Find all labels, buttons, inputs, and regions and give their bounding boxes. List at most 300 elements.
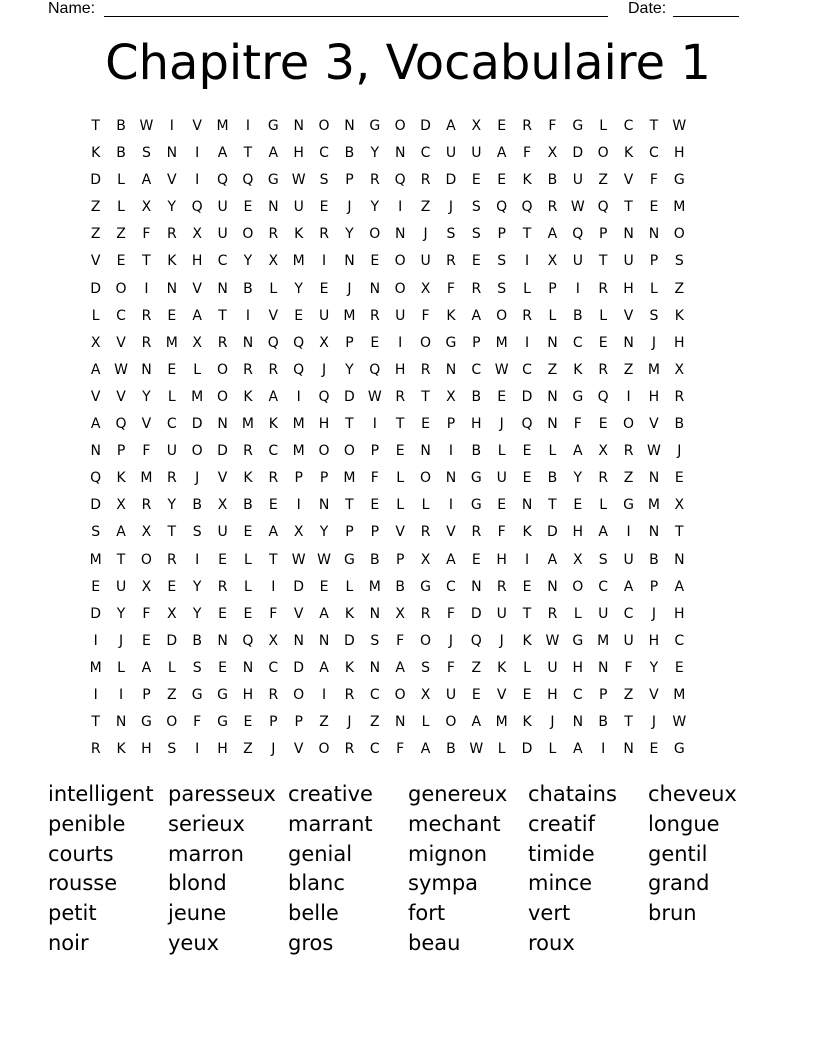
grid-letter[interactable]: K bbox=[623, 145, 634, 162]
grid-letter[interactable]: B bbox=[471, 388, 482, 405]
grid-letter[interactable]: N bbox=[90, 443, 101, 460]
grid-letter[interactable]: Q bbox=[115, 416, 127, 433]
grid-letter[interactable]: O bbox=[673, 226, 685, 243]
grid-letter[interactable]: E bbox=[573, 497, 583, 514]
grid-letter[interactable]: K bbox=[497, 659, 507, 676]
grid-letter[interactable]: K bbox=[522, 524, 532, 541]
grid-letter[interactable]: V bbox=[217, 470, 228, 487]
grid-letter[interactable]: T bbox=[624, 199, 633, 216]
grid-letter[interactable]: F bbox=[142, 605, 151, 622]
grid-letter[interactable]: T bbox=[218, 307, 227, 324]
grid-letter[interactable]: R bbox=[420, 172, 431, 189]
grid-letter[interactable]: F bbox=[269, 605, 278, 622]
grid-letter[interactable]: I bbox=[93, 632, 98, 649]
grid-letter[interactable]: P bbox=[370, 524, 380, 541]
grid-letter[interactable]: D bbox=[90, 280, 102, 297]
grid-letter[interactable]: C bbox=[166, 416, 177, 433]
grid-letter[interactable]: L bbox=[117, 199, 125, 216]
grid-letter[interactable]: J bbox=[195, 470, 200, 487]
grid-letter[interactable]: X bbox=[268, 253, 279, 270]
grid-letter[interactable]: E bbox=[421, 416, 430, 433]
grid-letter[interactable]: N bbox=[648, 524, 660, 541]
grid-letter[interactable]: N bbox=[521, 497, 533, 514]
grid-letter[interactable]: O bbox=[496, 307, 508, 324]
grid-letter[interactable]: Q bbox=[217, 172, 229, 189]
grid-letter[interactable]: N bbox=[547, 388, 558, 405]
grid-letter[interactable]: I bbox=[524, 551, 530, 568]
grid-letter[interactable]: Z bbox=[598, 172, 608, 189]
grid-letter[interactable]: B bbox=[116, 118, 126, 134]
grid-letter[interactable]: K bbox=[243, 388, 253, 405]
grid-letter[interactable]: V bbox=[649, 686, 659, 703]
grid-letter[interactable]: E bbox=[649, 741, 659, 758]
grid-letter[interactable]: G bbox=[217, 686, 228, 703]
grid-letter[interactable]: M bbox=[673, 686, 686, 703]
grid-letter[interactable]: A bbox=[547, 226, 558, 243]
grid-letter[interactable]: E bbox=[497, 172, 507, 189]
grid-letter[interactable]: R bbox=[268, 470, 279, 487]
grid-letter[interactable]: G bbox=[369, 118, 381, 134]
grid-letter[interactable]: T bbox=[243, 145, 253, 162]
grid-letter[interactable]: E bbox=[674, 659, 684, 676]
grid-letter[interactable]: O bbox=[420, 470, 432, 487]
grid-letter[interactable]: O bbox=[420, 334, 432, 351]
grid-letter[interactable]: A bbox=[598, 524, 608, 541]
grid-letter[interactable]: A bbox=[192, 307, 202, 324]
grid-letter[interactable]: K bbox=[522, 172, 532, 189]
grid-letter[interactable]: X bbox=[395, 605, 405, 622]
grid-letter[interactable]: N bbox=[293, 632, 304, 649]
grid-letter[interactable]: T bbox=[116, 551, 126, 568]
grid-letter[interactable]: C bbox=[420, 145, 431, 162]
grid-letter[interactable]: X bbox=[598, 443, 608, 460]
grid-letter[interactable]: H bbox=[496, 551, 507, 568]
grid-letter[interactable]: L bbox=[497, 741, 506, 758]
grid-letter[interactable]: R bbox=[268, 361, 279, 378]
grid-letter[interactable]: A bbox=[496, 145, 507, 162]
grid-letter[interactable]: R bbox=[268, 226, 279, 243]
grid-letter[interactable]: R bbox=[166, 470, 177, 487]
grid-letter[interactable]: L bbox=[117, 659, 125, 676]
grid-letter[interactable]: R bbox=[369, 172, 380, 189]
grid-letter[interactable]: T bbox=[345, 497, 354, 514]
grid-letter[interactable]: T bbox=[167, 524, 177, 541]
grid-letter[interactable]: L bbox=[117, 172, 125, 189]
grid-letter[interactable]: L bbox=[421, 714, 430, 731]
grid-letter[interactable]: U bbox=[217, 199, 228, 216]
grid-letter[interactable]: E bbox=[319, 578, 329, 595]
grid-letter[interactable]: H bbox=[471, 416, 482, 433]
grid-letter[interactable]: S bbox=[497, 253, 507, 270]
grid-letter[interactable]: C bbox=[623, 605, 634, 622]
grid-letter[interactable]: M bbox=[140, 470, 153, 487]
grid-letter[interactable]: L bbox=[573, 605, 582, 622]
grid-letter[interactable]: I bbox=[398, 199, 403, 216]
grid-letter[interactable]: B bbox=[243, 497, 253, 514]
grid-letter[interactable]: Q bbox=[496, 199, 508, 216]
grid-letter[interactable]: X bbox=[192, 334, 202, 351]
grid-letter[interactable]: X bbox=[573, 551, 583, 568]
grid-letter[interactable]: I bbox=[245, 307, 250, 324]
grid-letter[interactable]: Y bbox=[192, 578, 202, 595]
grid-letter[interactable]: I bbox=[524, 334, 530, 351]
grid-letter[interactable]: Q bbox=[369, 361, 381, 378]
grid-letter[interactable]: N bbox=[217, 632, 228, 649]
grid-letter[interactable]: X bbox=[547, 253, 558, 270]
grid-letter[interactable]: H bbox=[293, 145, 304, 162]
grid-letter[interactable]: B bbox=[243, 280, 253, 297]
grid-letter[interactable]: A bbox=[446, 118, 456, 134]
grid-letter[interactable]: L bbox=[523, 280, 531, 297]
grid-letter[interactable]: L bbox=[599, 307, 608, 324]
grid-letter[interactable]: L bbox=[244, 551, 252, 568]
grid-letter[interactable]: K bbox=[243, 470, 253, 487]
grid-letter[interactable]: T bbox=[91, 118, 100, 134]
grid-letter[interactable]: Y bbox=[649, 659, 659, 676]
grid-letter[interactable]: D bbox=[191, 416, 203, 433]
grid-letter[interactable]: N bbox=[369, 280, 381, 297]
grid-letter[interactable]: E bbox=[218, 605, 227, 622]
grid-letter[interactable]: V bbox=[446, 524, 456, 541]
grid-letter[interactable]: P bbox=[116, 443, 126, 460]
grid-letter[interactable]: G bbox=[344, 551, 355, 568]
grid-letter[interactable]: R bbox=[420, 605, 431, 622]
grid-letter[interactable]: K bbox=[116, 741, 126, 758]
grid-letter[interactable]: N bbox=[344, 118, 355, 134]
grid-letter[interactable]: Y bbox=[294, 280, 303, 297]
grid-letter[interactable]: U bbox=[445, 686, 457, 703]
grid-letter[interactable]: H bbox=[572, 659, 584, 676]
grid-letter[interactable]: I bbox=[626, 524, 631, 541]
grid-letter[interactable]: K bbox=[344, 605, 355, 622]
grid-letter[interactable]: A bbox=[623, 578, 634, 595]
grid-letter[interactable]: Y bbox=[345, 361, 354, 378]
grid-letter[interactable]: A bbox=[674, 578, 685, 595]
grid-letter[interactable]: E bbox=[243, 605, 253, 622]
grid-letter[interactable]: U bbox=[420, 253, 431, 270]
grid-letter[interactable]: R bbox=[496, 578, 507, 595]
grid-letter[interactable]: C bbox=[369, 741, 380, 758]
grid-letter[interactable]: L bbox=[650, 280, 658, 297]
grid-letter[interactable]: J bbox=[499, 632, 504, 649]
grid-letter[interactable]: T bbox=[522, 226, 532, 243]
grid-letter[interactable]: I bbox=[144, 280, 149, 297]
grid-letter[interactable]: T bbox=[522, 605, 532, 622]
grid-letter[interactable]: C bbox=[649, 145, 659, 162]
grid-letter[interactable]: P bbox=[345, 524, 354, 541]
grid-letter[interactable]: X bbox=[141, 199, 152, 216]
grid-letter[interactable]: X bbox=[141, 578, 152, 595]
grid-letter[interactable]: I bbox=[524, 253, 530, 270]
grid-letter[interactable]: V bbox=[167, 172, 177, 189]
grid-letter[interactable]: R bbox=[598, 470, 609, 487]
grid-letter[interactable]: L bbox=[244, 578, 252, 595]
grid-letter[interactable]: R bbox=[319, 226, 329, 243]
grid-letter[interactable]: J bbox=[347, 280, 352, 297]
grid-letter[interactable]: J bbox=[347, 199, 352, 216]
grid-letter[interactable]: C bbox=[572, 686, 583, 703]
grid-letter[interactable]: O bbox=[293, 686, 305, 703]
grid-letter[interactable]: R bbox=[471, 280, 482, 297]
grid-letter[interactable]: B bbox=[395, 578, 405, 595]
grid-letter[interactable]: E bbox=[167, 578, 177, 595]
grid-letter[interactable]: H bbox=[191, 253, 203, 270]
grid-letter[interactable]: I bbox=[245, 118, 250, 134]
grid-letter[interactable]: X bbox=[90, 334, 101, 351]
grid-letter[interactable]: G bbox=[217, 714, 228, 731]
grid-letter[interactable]: N bbox=[318, 497, 330, 514]
grid-letter[interactable]: E bbox=[395, 443, 405, 460]
grid-letter[interactable]: A bbox=[141, 659, 152, 676]
grid-letter[interactable]: M bbox=[368, 578, 381, 595]
grid-letter[interactable]: J bbox=[651, 334, 656, 351]
grid-letter[interactable]: A bbox=[420, 741, 431, 758]
grid-letter[interactable]: Q bbox=[470, 632, 482, 649]
grid-letter[interactable]: O bbox=[394, 280, 406, 297]
grid-letter[interactable]: U bbox=[496, 605, 507, 622]
grid-letter[interactable]: B bbox=[674, 416, 685, 433]
grid-letter[interactable]: R bbox=[243, 443, 253, 460]
grid-letter[interactable]: K bbox=[446, 307, 456, 324]
grid-letter[interactable]: H bbox=[648, 632, 660, 649]
grid-letter[interactable]: A bbox=[90, 416, 101, 433]
grid-letter[interactable]: H bbox=[318, 416, 330, 433]
grid-letter[interactable]: V bbox=[293, 605, 304, 622]
grid-letter[interactable]: H bbox=[242, 686, 254, 703]
grid-letter[interactable]: A bbox=[268, 524, 279, 541]
grid-letter[interactable]: T bbox=[649, 118, 659, 134]
grid-letter[interactable]: I bbox=[448, 443, 453, 460]
grid-letter[interactable]: B bbox=[573, 307, 583, 324]
grid-letter[interactable]: C bbox=[598, 578, 609, 595]
grid-letter[interactable]: N bbox=[471, 578, 482, 595]
grid-letter[interactable]: R bbox=[141, 334, 152, 351]
grid-letter[interactable]: J bbox=[550, 714, 555, 731]
grid-letter[interactable]: C bbox=[446, 578, 456, 595]
grid-letter[interactable]: S bbox=[370, 632, 380, 649]
grid-letter[interactable]: C bbox=[217, 253, 228, 270]
grid-letter[interactable]: X bbox=[471, 118, 482, 134]
grid-letter[interactable]: G bbox=[572, 388, 584, 405]
grid-letter[interactable]: A bbox=[471, 307, 482, 324]
grid-letter[interactable]: D bbox=[90, 605, 102, 622]
grid-letter[interactable]: S bbox=[649, 307, 659, 324]
grid-letter[interactable]: A bbox=[116, 524, 126, 541]
grid-letter[interactable]: B bbox=[598, 714, 608, 731]
grid-letter[interactable]: A bbox=[141, 172, 152, 189]
grid-letter[interactable]: N bbox=[547, 334, 558, 351]
grid-letter[interactable]: N bbox=[623, 226, 634, 243]
grid-letter[interactable]: L bbox=[345, 578, 354, 595]
grid-letter[interactable]: O bbox=[217, 361, 229, 378]
grid-letter[interactable]: Z bbox=[370, 714, 380, 731]
grid-letter[interactable]: Z bbox=[547, 361, 558, 378]
grid-letter[interactable]: Z bbox=[90, 226, 101, 243]
grid-letter[interactable]: X bbox=[674, 361, 685, 378]
grid-letter[interactable]: M bbox=[495, 334, 508, 351]
grid-letter[interactable]: O bbox=[597, 145, 609, 162]
grid-letter[interactable]: E bbox=[243, 199, 253, 216]
grid-letter[interactable]: F bbox=[649, 172, 658, 189]
grid-letter[interactable]: A bbox=[268, 388, 279, 405]
grid-letter[interactable]: U bbox=[623, 253, 634, 270]
grid-letter[interactable]: Q bbox=[572, 226, 584, 243]
grid-letter[interactable]: B bbox=[344, 145, 355, 162]
grid-letter[interactable]: I bbox=[118, 686, 124, 703]
grid-letter[interactable]: B bbox=[547, 172, 558, 189]
grid-letter[interactable]: R bbox=[217, 334, 228, 351]
grid-letter[interactable]: F bbox=[421, 307, 430, 324]
grid-letter[interactable]: P bbox=[598, 686, 608, 703]
grid-letter[interactable]: M bbox=[191, 388, 204, 405]
grid-letter[interactable]: W bbox=[494, 361, 509, 378]
grid-letter[interactable]: N bbox=[268, 199, 279, 216]
grid-letter[interactable]: U bbox=[293, 199, 304, 216]
grid-letter[interactable]: R bbox=[369, 307, 380, 324]
grid-letter[interactable]: T bbox=[675, 524, 684, 541]
grid-letter[interactable]: U bbox=[217, 524, 228, 541]
grid-letter[interactable]: E bbox=[116, 253, 126, 270]
grid-letter[interactable]: I bbox=[448, 497, 453, 514]
grid-letter[interactable]: X bbox=[420, 551, 431, 568]
grid-letter[interactable]: S bbox=[167, 741, 177, 758]
grid-letter[interactable]: C bbox=[268, 443, 279, 460]
grid-letter[interactable]: I bbox=[398, 334, 403, 351]
grid-letter[interactable]: T bbox=[269, 551, 278, 568]
grid-letter[interactable]: I bbox=[271, 578, 276, 595]
grid-letter[interactable]: B bbox=[370, 551, 380, 568]
grid-letter[interactable]: Q bbox=[191, 199, 203, 216]
grid-letter[interactable]: M bbox=[292, 416, 305, 433]
grid-letter[interactable]: G bbox=[445, 334, 457, 351]
grid-letter[interactable]: Y bbox=[370, 199, 380, 216]
grid-letter[interactable]: D bbox=[470, 605, 482, 622]
grid-letter[interactable]: E bbox=[319, 280, 329, 297]
grid-letter[interactable]: E bbox=[497, 497, 507, 514]
grid-letter[interactable]: N bbox=[369, 659, 381, 676]
grid-letter[interactable]: K bbox=[522, 714, 532, 731]
grid-letter[interactable]: R bbox=[598, 280, 609, 297]
grid-letter[interactable]: Z bbox=[319, 714, 329, 731]
grid-letter[interactable]: P bbox=[548, 280, 557, 297]
grid-letter[interactable]: R bbox=[166, 226, 177, 243]
grid-letter[interactable]: N bbox=[318, 632, 330, 649]
grid-letter[interactable]: J bbox=[118, 632, 124, 649]
grid-letter[interactable]: L bbox=[167, 388, 176, 405]
grid-letter[interactable]: B bbox=[192, 632, 202, 649]
grid-letter[interactable]: Q bbox=[521, 199, 533, 216]
grid-letter[interactable]: C bbox=[623, 118, 634, 134]
grid-letter[interactable]: B bbox=[471, 443, 482, 460]
grid-letter[interactable]: K bbox=[674, 307, 684, 324]
grid-letter[interactable]: H bbox=[217, 741, 228, 758]
grid-letter[interactable]: E bbox=[471, 253, 481, 270]
grid-letter[interactable]: O bbox=[318, 118, 330, 134]
grid-letter[interactable]: A bbox=[471, 714, 482, 731]
grid-letter[interactable]: H bbox=[674, 605, 685, 622]
grid-letter[interactable]: E bbox=[522, 470, 532, 487]
grid-letter[interactable]: E bbox=[319, 199, 329, 216]
grid-letter[interactable]: F bbox=[573, 416, 582, 433]
grid-letter[interactable]: Q bbox=[597, 388, 609, 405]
grid-letter[interactable]: U bbox=[115, 578, 127, 595]
grid-letter[interactable]: D bbox=[572, 145, 584, 162]
grid-letter[interactable]: E bbox=[598, 416, 608, 433]
grid-letter[interactable]: Y bbox=[243, 253, 253, 270]
grid-letter[interactable]: E bbox=[370, 334, 380, 351]
grid-letter[interactable]: I bbox=[321, 253, 327, 270]
grid-letter[interactable]: W bbox=[139, 118, 154, 134]
grid-letter[interactable]: R bbox=[598, 361, 609, 378]
grid-letter[interactable]: E bbox=[167, 307, 177, 324]
grid-letter[interactable]: U bbox=[217, 226, 228, 243]
grid-letter[interactable]: I bbox=[195, 145, 200, 162]
grid-letter[interactable]: X bbox=[420, 280, 431, 297]
grid-letter[interactable]: F bbox=[142, 226, 151, 243]
grid-letter[interactable]: E bbox=[522, 443, 532, 460]
grid-letter[interactable]: Y bbox=[142, 388, 151, 405]
grid-letter[interactable]: X bbox=[268, 632, 279, 649]
grid-letter[interactable]: O bbox=[623, 416, 635, 433]
grid-letter[interactable]: E bbox=[471, 686, 481, 703]
grid-letter[interactable]: U bbox=[496, 470, 507, 487]
grid-letter[interactable]: L bbox=[396, 497, 405, 514]
grid-letter[interactable]: E bbox=[370, 497, 380, 514]
grid-letter[interactable]: F bbox=[193, 714, 202, 731]
grid-letter[interactable]: V bbox=[649, 416, 659, 433]
grid-letter[interactable]: S bbox=[598, 551, 608, 568]
grid-letter[interactable]: X bbox=[167, 605, 177, 622]
grid-letter[interactable]: U bbox=[623, 551, 634, 568]
grid-letter[interactable]: Y bbox=[370, 145, 380, 162]
grid-letter[interactable]: S bbox=[471, 199, 481, 216]
grid-letter[interactable]: M bbox=[89, 551, 102, 568]
grid-letter[interactable]: N bbox=[420, 443, 431, 460]
grid-letter[interactable]: G bbox=[572, 632, 584, 649]
grid-letter[interactable]: Z bbox=[623, 470, 634, 487]
grid-letter[interactable]: W bbox=[672, 714, 687, 731]
grid-letter[interactable]: O bbox=[191, 443, 203, 460]
grid-letter[interactable]: F bbox=[624, 659, 633, 676]
grid-letter[interactable]: L bbox=[167, 659, 176, 676]
grid-letter[interactable]: G bbox=[420, 578, 431, 595]
grid-letter[interactable]: I bbox=[601, 741, 606, 758]
grid-letter[interactable]: J bbox=[271, 741, 276, 758]
grid-letter[interactable]: U bbox=[471, 145, 482, 162]
grid-letter[interactable]: J bbox=[448, 632, 453, 649]
grid-letter[interactable]: E bbox=[142, 632, 151, 649]
grid-letter[interactable]: E bbox=[243, 714, 253, 731]
grid-letter[interactable]: G bbox=[623, 497, 634, 514]
grid-letter[interactable]: L bbox=[599, 497, 608, 514]
grid-letter[interactable]: R bbox=[217, 578, 228, 595]
grid-letter[interactable]: S bbox=[192, 659, 202, 676]
grid-letter[interactable]: O bbox=[217, 388, 229, 405]
grid-letter[interactable]: J bbox=[321, 361, 327, 378]
grid-letter[interactable]: W bbox=[570, 199, 585, 216]
grid-letter[interactable]: K bbox=[116, 470, 126, 487]
grid-letter[interactable]: G bbox=[267, 172, 279, 189]
grid-letter[interactable]: N bbox=[242, 334, 254, 351]
grid-letter[interactable]: Q bbox=[90, 470, 102, 487]
grid-letter[interactable]: W bbox=[545, 632, 560, 649]
grid-letter[interactable]: Y bbox=[345, 226, 354, 243]
grid-letter[interactable]: L bbox=[91, 307, 100, 324]
grid-letter[interactable]: J bbox=[651, 714, 656, 731]
grid-letter[interactable]: T bbox=[598, 253, 608, 270]
grid-letter[interactable]: G bbox=[267, 118, 279, 134]
grid-letter[interactable]: I bbox=[195, 172, 200, 189]
